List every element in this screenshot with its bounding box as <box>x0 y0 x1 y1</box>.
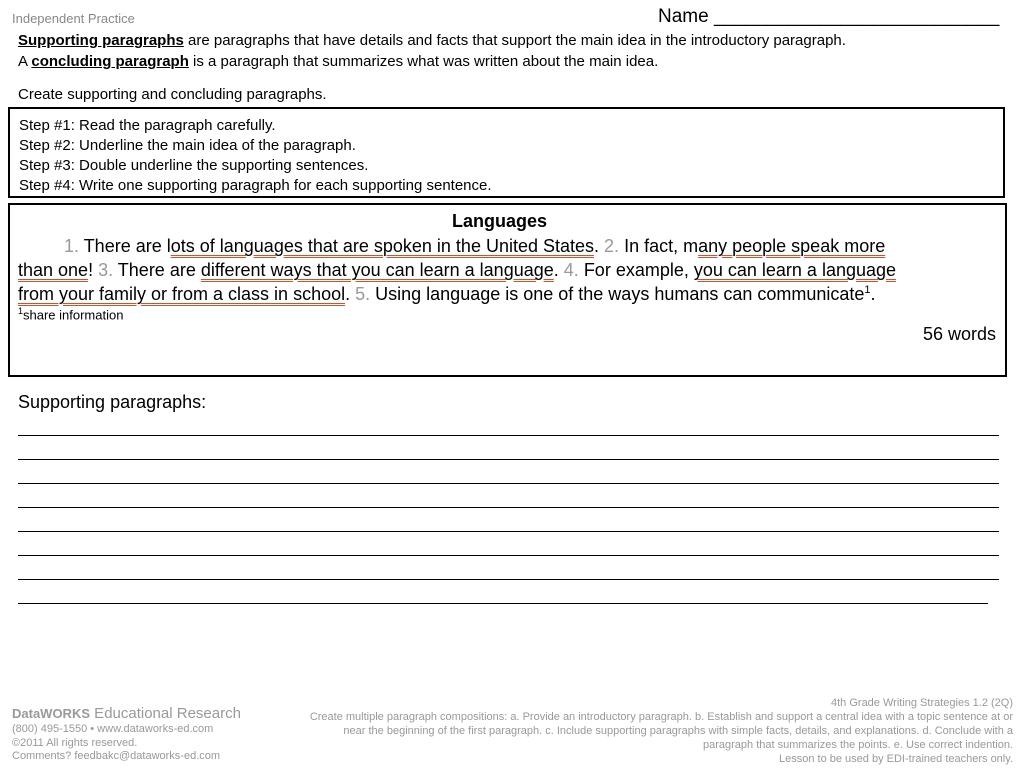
standard-note <box>293 696 1013 766</box>
sentence-text: There are l <box>79 236 171 256</box>
word-count: 56 words <box>922 324 996 344</box>
supporting-underline: than one <box>18 260 89 280</box>
writing-line[interactable] <box>18 483 999 484</box>
copyright: ©2011 All rights reserved. <box>12 737 138 749</box>
sentence-text: . <box>553 260 559 280</box>
sentence-text: Using language is one of the ways humans can communicate <box>370 284 865 304</box>
main-idea-underline: ots of languages that are spoken in the United States <box>170 236 595 256</box>
section-label: Independent Practice <box>12 11 135 26</box>
comments-email: Comments? feedbakc@dataworks-ed.com <box>12 750 221 762</box>
standard-title: 4th Grade Writing Strategies 1.2 (2Q) <box>831 697 1013 709</box>
sentence-number: 1. <box>64 236 80 256</box>
writing-line[interactable] <box>18 507 999 508</box>
sentence-text: . <box>345 284 351 304</box>
supporting-definition <box>18 32 846 49</box>
sentence-text: For example, <box>578 260 694 280</box>
step-4: Step #4: Write one supporting paragraph for each supporting sentence. <box>19 177 492 194</box>
supporting-underline: different ways that you can learn a language <box>200 260 554 280</box>
supporting-underline: any people speak more <box>698 236 886 256</box>
supporting-underline: from your family or from a class in school <box>18 284 346 304</box>
contact-phone: (800) 495-1550 • www.dataworks-ed.com <box>12 723 214 735</box>
brand-name: DataWORKS <box>12 706 91 721</box>
name-field-label: Name ___________________________ <box>658 6 1000 27</box>
footnote-marker: 1 <box>864 284 871 296</box>
writing-line[interactable] <box>18 555 999 556</box>
sentence-number: 2. <box>604 236 620 256</box>
supporting-term: Supporting paragraphs <box>18 32 184 49</box>
passage-title: Languages <box>451 211 548 231</box>
sentence-text: In fact, m <box>619 236 699 256</box>
concluding-definition-text: is a paragraph that summarizes what was written about the main idea. <box>188 53 659 70</box>
concluding-prefix: A <box>18 53 32 70</box>
writing-line[interactable] <box>18 435 999 436</box>
sentence-text: ! <box>88 260 94 280</box>
sentence-number: 4. <box>563 260 579 280</box>
footnote <box>18 306 123 322</box>
footnote-text: share information <box>23 307 124 323</box>
concluding-definition <box>18 53 658 70</box>
step-1: Step #1: Read the paragraph carefully. <box>19 117 276 134</box>
writing-line[interactable] <box>18 603 988 604</box>
writing-line[interactable] <box>18 459 999 460</box>
passage-line-2 <box>18 260 896 281</box>
concluding-term: concluding paragraph <box>31 53 189 70</box>
passage-line-1 <box>64 236 885 257</box>
passage-line-3 <box>18 284 876 305</box>
supporting-underline: you can learn a language <box>693 260 897 280</box>
sentence-number: 3. <box>98 260 114 280</box>
standard-text: Create multiple paragraph compositions: a. Provide an introductory paragraph. b. Establish and support a central idea with a topic sentence at or near the beginning of the first paragraph. c. Include supporting paragraphs with simple facts, details, and explanations. d. Conclude with a paragraph that summarizes the points. e. Use correct indention. <box>309 711 1013 751</box>
standard-usage: Lesson to be used by EDI-trained teachers only. <box>779 753 1013 765</box>
writing-line[interactable] <box>18 531 999 532</box>
sentence-text: There are <box>113 260 201 280</box>
sentence-text: . <box>870 284 876 304</box>
writing-line[interactable] <box>18 579 999 580</box>
brand-logo <box>12 705 241 722</box>
step-2: Step #2: Underline the main idea of the paragraph. <box>19 137 356 154</box>
sentence-number: 5. <box>355 284 371 304</box>
step-3: Step #3: Double underline the supporting sentences. <box>19 157 369 174</box>
sentence-text: . <box>594 236 600 256</box>
instruction: Create supporting and concluding paragraphs. <box>18 86 327 103</box>
steps-box <box>8 107 1005 198</box>
supporting-definition-text: are paragraphs that have details and facts that support the main idea in the introductory paragraph. <box>183 32 846 49</box>
supporting-paragraphs-label: Supporting paragraphs: <box>18 392 207 412</box>
footnote-number: 1 <box>18 306 24 316</box>
brand-subtitle: Educational Research <box>90 705 241 722</box>
